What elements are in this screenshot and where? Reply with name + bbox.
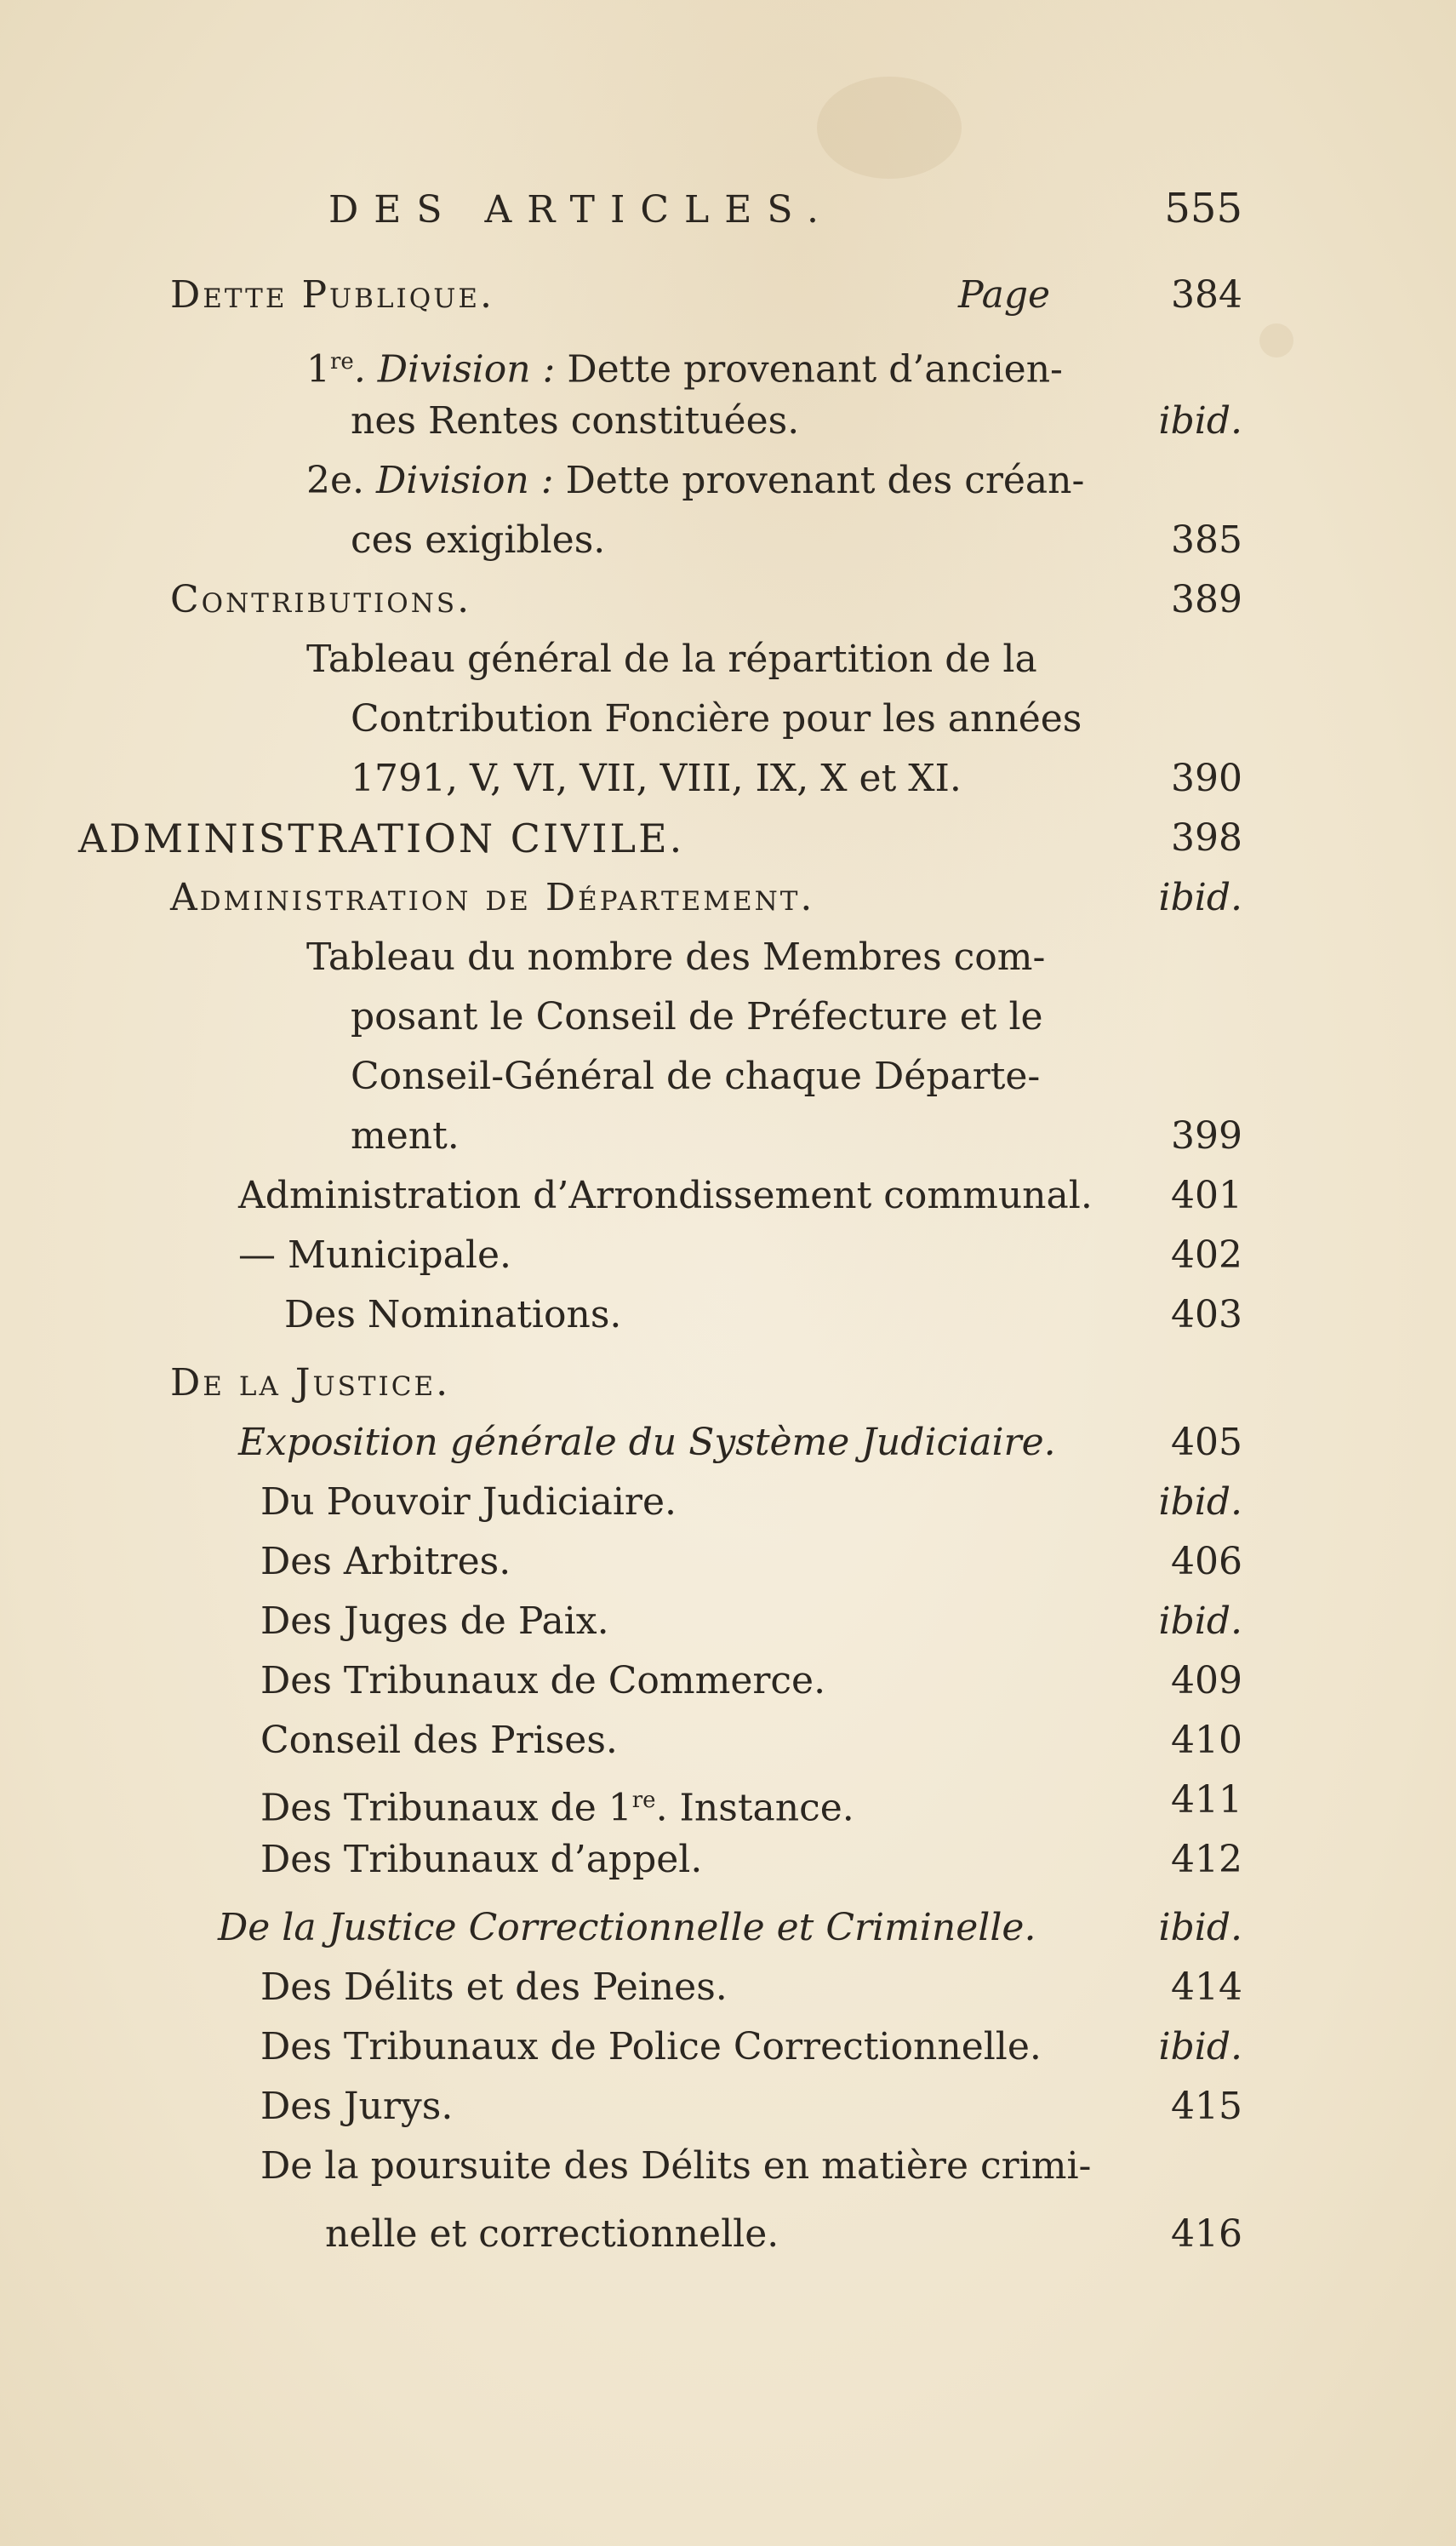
toc-entry: 1re. Division : Dette provenant d’ancien- xyxy=(306,347,1063,392)
toc-entry: Contribution Foncière pour les années xyxy=(351,697,1082,741)
toc-entry: De la Justice Correctionnelle et Criminelle. xyxy=(218,1906,1036,1949)
toc-entry: ment. xyxy=(351,1114,460,1158)
page-reference: 411 xyxy=(1171,1778,1242,1822)
page-reference: 415 xyxy=(1171,2085,1242,2128)
toc-entry: Des Juges de Paix. xyxy=(260,1599,609,1643)
page-reference: ibid. xyxy=(1158,399,1242,443)
toc-entry: Des Tribunaux de Police Correctionnelle. xyxy=(260,2025,1042,2068)
toc-entry: De la poursuite des Délits en matière crimi- xyxy=(260,2144,1092,2188)
toc-entry: ces exigibles. xyxy=(351,518,606,562)
page-reference: ibid. xyxy=(1158,1480,1242,1524)
toc-entry: Tableau du nombre des Membres com- xyxy=(306,935,1046,979)
toc-entry: Des Tribunaux de Commerce. xyxy=(260,1659,826,1702)
page-reference: ibid. xyxy=(1158,1906,1242,1949)
section-title: Contributions. xyxy=(170,578,472,621)
toc-entry: nelle et correctionnelle. xyxy=(325,2212,779,2256)
page-reference: 402 xyxy=(1171,1233,1242,1277)
toc-entry: — Municipale. xyxy=(238,1233,511,1277)
page-reference: 385 xyxy=(1171,518,1242,562)
page-label: Page xyxy=(958,273,1051,317)
page-reference: 389 xyxy=(1171,578,1242,621)
toc-entry: 1791, V, VI, VII, VIII, IX, X et XI. xyxy=(351,757,962,800)
toc-entry: 2e. Division : Dette provenant des créan- xyxy=(306,459,1085,502)
toc-entry: Des Arbitres. xyxy=(260,1540,511,1583)
page-reference: 384 xyxy=(1171,273,1242,317)
toc-entry: Des Tribunaux d’appel. xyxy=(260,1838,703,1881)
toc-entry: Exposition générale du Système Judiciaire. xyxy=(238,1421,1056,1464)
page-reference: 406 xyxy=(1171,1540,1242,1583)
page-reference: 390 xyxy=(1171,757,1242,800)
running-header-page-number: 555 xyxy=(1164,185,1242,232)
toc-entry: Des Jurys. xyxy=(260,2085,454,2128)
page-reference: 403 xyxy=(1171,1293,1242,1336)
toc-entry: Des Tribunaux de 1re. Instance. xyxy=(260,1786,854,1830)
toc-entry: Conseil des Prises. xyxy=(260,1719,618,1762)
page-reference: 401 xyxy=(1171,1174,1242,1217)
section-title: Dette Publique. xyxy=(170,273,494,317)
toc-entry: Tableau général de la répartition de la xyxy=(306,638,1037,681)
page-reference: 410 xyxy=(1171,1719,1242,1762)
page-reference: 414 xyxy=(1171,1965,1242,2009)
page-reference: 412 xyxy=(1171,1838,1242,1881)
toc-entry: Du Pouvoir Judiciaire. xyxy=(260,1480,677,1524)
paper-stain xyxy=(1259,323,1293,358)
toc-entry: nes Rentes constituées. xyxy=(351,399,800,443)
page-reference: ibid. xyxy=(1158,2025,1242,2068)
toc-entry: Conseil-Général de chaque Départe- xyxy=(351,1055,1041,1098)
section-title: De la Justice. xyxy=(170,1361,451,1405)
page-reference: 409 xyxy=(1171,1659,1242,1702)
toc-entry: Des Délits et des Peines. xyxy=(260,1965,728,2009)
toc-entry: posant le Conseil de Préfecture et le xyxy=(351,995,1043,1038)
toc-entry: Administration d’Arrondissement communal. xyxy=(238,1174,1093,1217)
page-reference: 416 xyxy=(1171,2212,1242,2256)
chapter-title: ADMINISTRATION CIVILE. xyxy=(78,815,685,861)
paper-stain xyxy=(817,77,962,179)
section-title: Administration de Département. xyxy=(170,876,815,919)
page-reference: ibid. xyxy=(1158,876,1242,919)
running-header-title: DES ARTICLES. xyxy=(328,188,834,232)
page-reference: 398 xyxy=(1171,816,1242,860)
page-reference: ibid. xyxy=(1158,1599,1242,1643)
page-reference: 399 xyxy=(1171,1114,1242,1158)
toc-entry: Des Nominations. xyxy=(284,1293,622,1336)
page-reference: 405 xyxy=(1171,1421,1242,1464)
